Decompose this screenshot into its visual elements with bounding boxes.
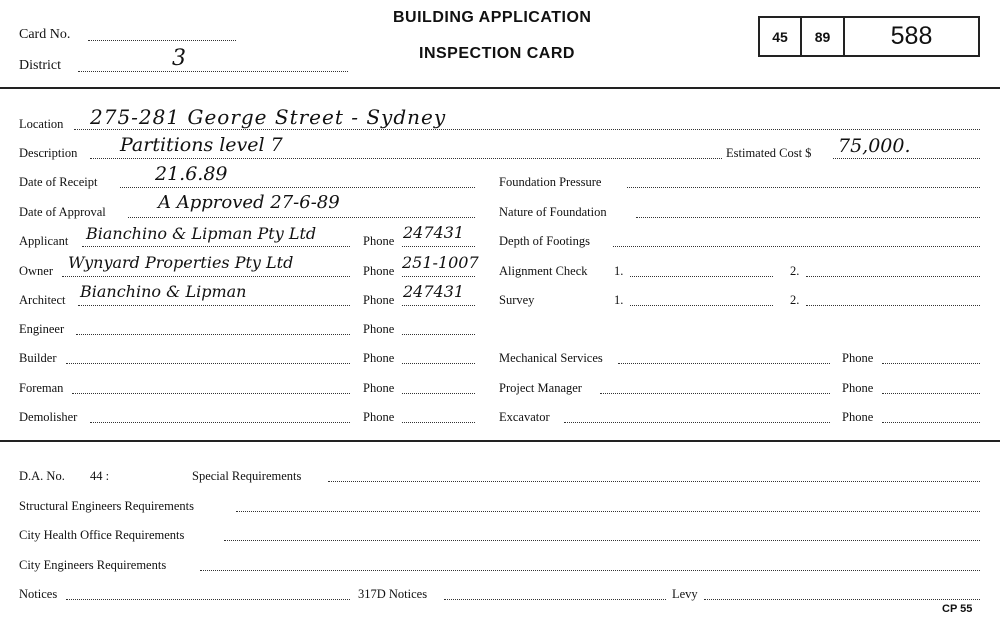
foundation-pressure-label: Foundation Pressure: [499, 175, 602, 189]
excavator-phone-field[interactable]: [882, 422, 980, 423]
location-label: Location: [19, 117, 64, 131]
title-line-2: INSPECTION CARD: [419, 45, 575, 62]
foreman-phone-label: Phone: [363, 381, 395, 395]
engineer-phone-label: Phone: [363, 322, 395, 336]
alignment-2-field[interactable]: [806, 276, 980, 277]
mechanical-label: Mechanical Services: [499, 351, 603, 365]
demolisher-phone-label: Phone: [363, 410, 395, 424]
project-manager-field[interactable]: [600, 393, 830, 394]
excavator-phone-label: Phone: [842, 410, 874, 424]
description-value: Partitions level 7: [120, 134, 283, 156]
description-label: Description: [19, 146, 78, 160]
builder-field[interactable]: [66, 363, 350, 364]
foreman-label: Foreman: [19, 381, 64, 395]
architect-label: Architect: [19, 293, 66, 307]
middle-rule: [0, 440, 1000, 442]
architect-phone-field[interactable]: [402, 305, 475, 306]
top-rule: [0, 87, 1000, 89]
date-approval-value: A Approved 27-6-89: [158, 192, 340, 213]
alignment-check-label: Alignment Check: [499, 264, 588, 278]
date-receipt-field[interactable]: [120, 187, 475, 188]
applicant-phone-label: Phone: [363, 234, 395, 248]
survey-label: Survey: [499, 293, 535, 307]
card-no-label: Card No.: [19, 27, 71, 42]
notices-field[interactable]: [66, 599, 350, 600]
survey-1-label: 1.: [614, 293, 624, 307]
owner-field[interactable]: [62, 276, 350, 277]
demolisher-label: Demolisher: [19, 410, 78, 424]
box-1: 45: [760, 18, 802, 55]
applicant-label: Applicant: [19, 234, 69, 248]
levy-label: Levy: [672, 587, 698, 601]
alignment-2-label: 2.: [790, 264, 800, 278]
structural-field[interactable]: [236, 511, 980, 512]
mechanical-phone-label: Phone: [842, 351, 874, 365]
form-code: CP 55: [942, 603, 973, 615]
health-label: City Health Office Requirements: [19, 528, 185, 542]
da-no-value: 44 :: [90, 469, 110, 483]
project-manager-label: Project Manager: [499, 381, 582, 395]
nature-foundation-field[interactable]: [636, 217, 980, 218]
estimated-cost-field[interactable]: [833, 158, 980, 159]
demolisher-field[interactable]: [90, 422, 350, 423]
project-manager-phone-label: Phone: [842, 381, 874, 395]
levy-field[interactable]: [704, 599, 980, 600]
architect-phone-value: 247431: [403, 282, 465, 301]
title-line-1: BUILDING APPLICATION: [393, 9, 592, 26]
builder-phone-label: Phone: [363, 351, 395, 365]
owner-phone-value: 251-1007: [402, 253, 479, 272]
owner-value: Wynyard Properties Pty Ltd: [68, 253, 294, 272]
notices-317d-field[interactable]: [444, 599, 666, 600]
box-2: 89: [802, 18, 845, 55]
location-field[interactable]: [74, 129, 980, 130]
owner-label: Owner: [19, 264, 54, 278]
alignment-1-label: 1.: [614, 264, 624, 278]
foundation-pressure-field[interactable]: [627, 187, 980, 188]
description-field[interactable]: [90, 158, 722, 159]
applicant-phone-field[interactable]: [402, 246, 475, 247]
district-label: District: [19, 58, 61, 73]
city-engineers-field[interactable]: [200, 570, 980, 571]
district-value: 3: [172, 46, 186, 71]
date-receipt-label: Date of Receipt: [19, 175, 98, 189]
architect-phone-label: Phone: [363, 293, 395, 307]
mechanical-phone-field[interactable]: [882, 363, 980, 364]
depth-footings-field[interactable]: [613, 246, 980, 247]
builder-label: Builder: [19, 351, 57, 365]
city-engineers-label: City Engineers Requirements: [19, 558, 167, 572]
excavator-label: Excavator: [499, 410, 550, 424]
depth-footings-label: Depth of Footings: [499, 234, 590, 248]
card-no-field[interactable]: [88, 40, 236, 41]
engineer-phone-field[interactable]: [402, 334, 475, 335]
date-approval-field[interactable]: [128, 217, 475, 218]
applicant-field[interactable]: [82, 246, 350, 247]
special-requirements-label: Special Requirements: [192, 469, 302, 483]
box-3: 588: [890, 22, 933, 50]
owner-phone-label: Phone: [363, 264, 395, 278]
builder-phone-field[interactable]: [402, 363, 475, 364]
survey-2-field[interactable]: [806, 305, 980, 306]
health-field[interactable]: [224, 540, 980, 541]
location-value: 275-281 George Street - Sydney: [90, 105, 447, 129]
alignment-1-field[interactable]: [630, 276, 773, 277]
date-receipt-value: 21.6.89: [155, 163, 228, 185]
architect-value: Bianchino & Lipman: [80, 282, 247, 301]
special-requirements-field[interactable]: [328, 481, 980, 482]
foreman-field[interactable]: [72, 393, 350, 394]
da-no-label: D.A. No.: [19, 469, 65, 483]
estimated-cost-label: Estimated Cost $: [726, 146, 812, 160]
notices-317d-label: 317D Notices: [358, 587, 428, 601]
applicant-value: Bianchino & Lipman Pty Ltd: [86, 224, 317, 243]
structural-label: Structural Engineers Requirements: [19, 499, 194, 513]
estimated-cost-value: 75,000.: [838, 135, 911, 157]
notices-label: Notices: [19, 587, 58, 601]
mechanical-field[interactable]: [618, 363, 830, 364]
applicant-phone-value: 247431: [403, 223, 465, 242]
engineer-field[interactable]: [76, 334, 350, 335]
survey-2-label: 2.: [790, 293, 800, 307]
date-approval-label: Date of Approval: [19, 205, 106, 219]
survey-1-field[interactable]: [630, 305, 773, 306]
district-field[interactable]: [78, 71, 348, 72]
card-number-boxes: [758, 16, 980, 57]
excavator-field[interactable]: [564, 422, 830, 423]
architect-field[interactable]: [78, 305, 350, 306]
demolisher-phone-field[interactable]: [402, 422, 475, 423]
engineer-label: Engineer: [19, 322, 65, 336]
nature-foundation-label: Nature of Foundation: [499, 205, 607, 219]
project-manager-phone-field[interactable]: [882, 393, 980, 394]
foreman-phone-field[interactable]: [402, 393, 475, 394]
owner-phone-field[interactable]: [402, 276, 475, 277]
